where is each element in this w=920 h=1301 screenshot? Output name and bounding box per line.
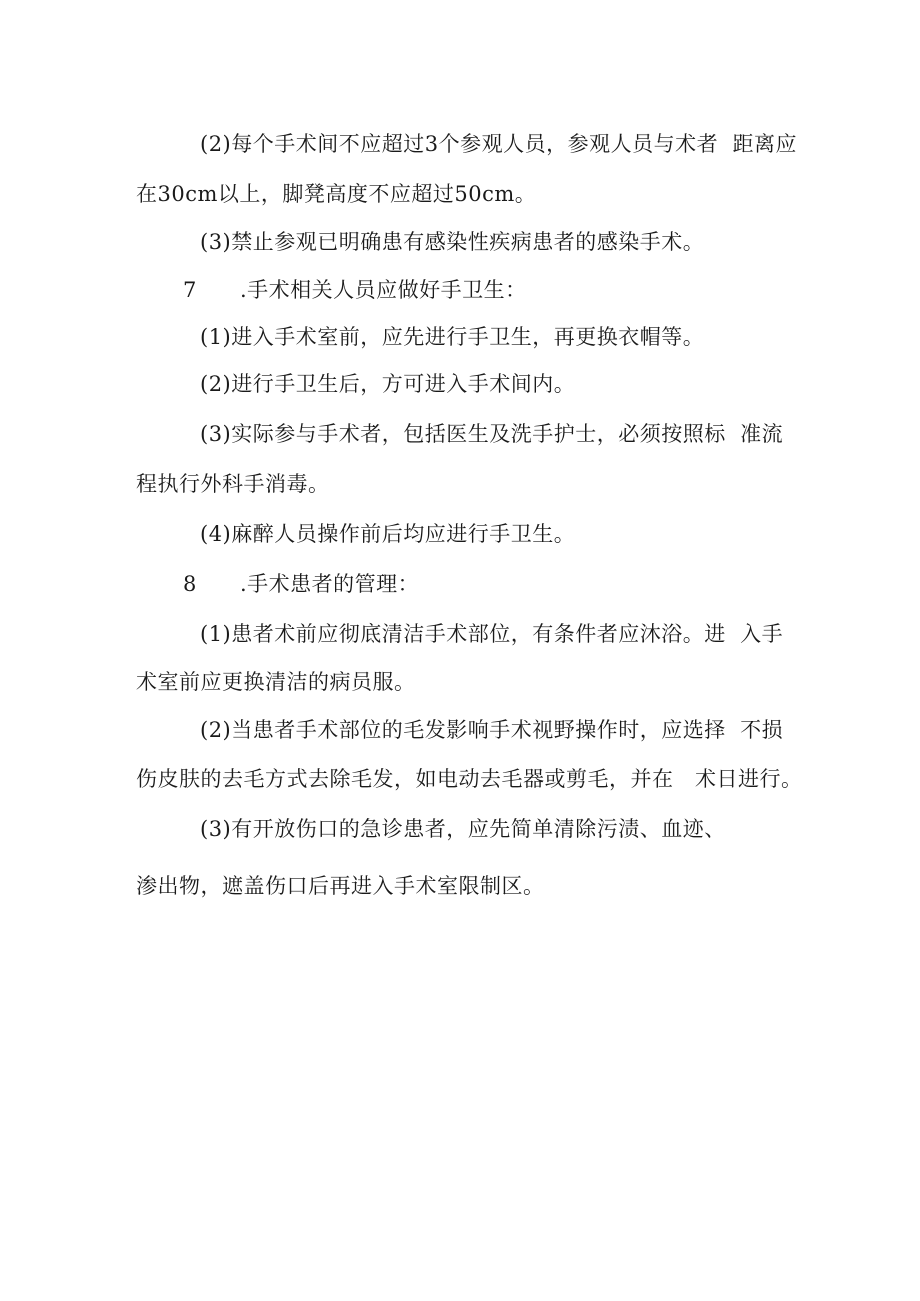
- item-8-3-line-2: 渗出物，遮盖伤口后再进入手术室限制区。: [136, 874, 545, 898]
- item-8-3-line-1: (3)有开放伤口的急诊患者，应先简单清除污渍、血迹、: [200, 817, 726, 841]
- item-8-2-line-2: 伤皮肤的去毛方式去除毛发，如电动去毛器或剪毛，并在 术日进行。: [136, 767, 803, 791]
- item-8-1-line-2: 术室前应更换清洁的病员服。: [136, 670, 416, 694]
- section-8-heading: .手术患者的管理：: [240, 572, 420, 596]
- item-7-2: (2)进行手卫生后，方可进入手术间内。: [200, 372, 576, 396]
- section-8-number: 8: [183, 572, 197, 596]
- item-7-3-line-1: (3)实际参与手术者，包括医生及洗手护士，必须按照标 准流: [200, 422, 784, 446]
- item-7-1: (1)进入手术室前，应先进行手卫生，再更换衣帽等。: [200, 325, 705, 349]
- item-7-3-line-2: 程执行外科手消毒。: [136, 472, 330, 496]
- item-6-2-line-2: 在30cm以上，脚凳高度不应超过50cm。: [136, 182, 537, 206]
- item-7-4: (4)麻醉人员操作前后均应进行手卫生。: [200, 522, 576, 546]
- section-7-heading: .手术相关人员应做好手卫生：: [240, 278, 527, 302]
- item-8-1-line-1: (1)患者术前应彻底清洁手术部位，有条件者应沐浴。进 入手: [200, 622, 784, 646]
- section-7-number: 7: [183, 278, 197, 302]
- item-6-3: (3)禁止参观已明确患有感染性疾病患者的感染手术。: [200, 230, 705, 254]
- item-8-2-line-1: (2)当患者手术部位的毛发影响手术视野操作时，应选择 不损: [200, 718, 784, 742]
- item-6-2-line-1: (2)每个手术间不应超过3个参观人员，参观人员与术者 距离应: [200, 132, 797, 156]
